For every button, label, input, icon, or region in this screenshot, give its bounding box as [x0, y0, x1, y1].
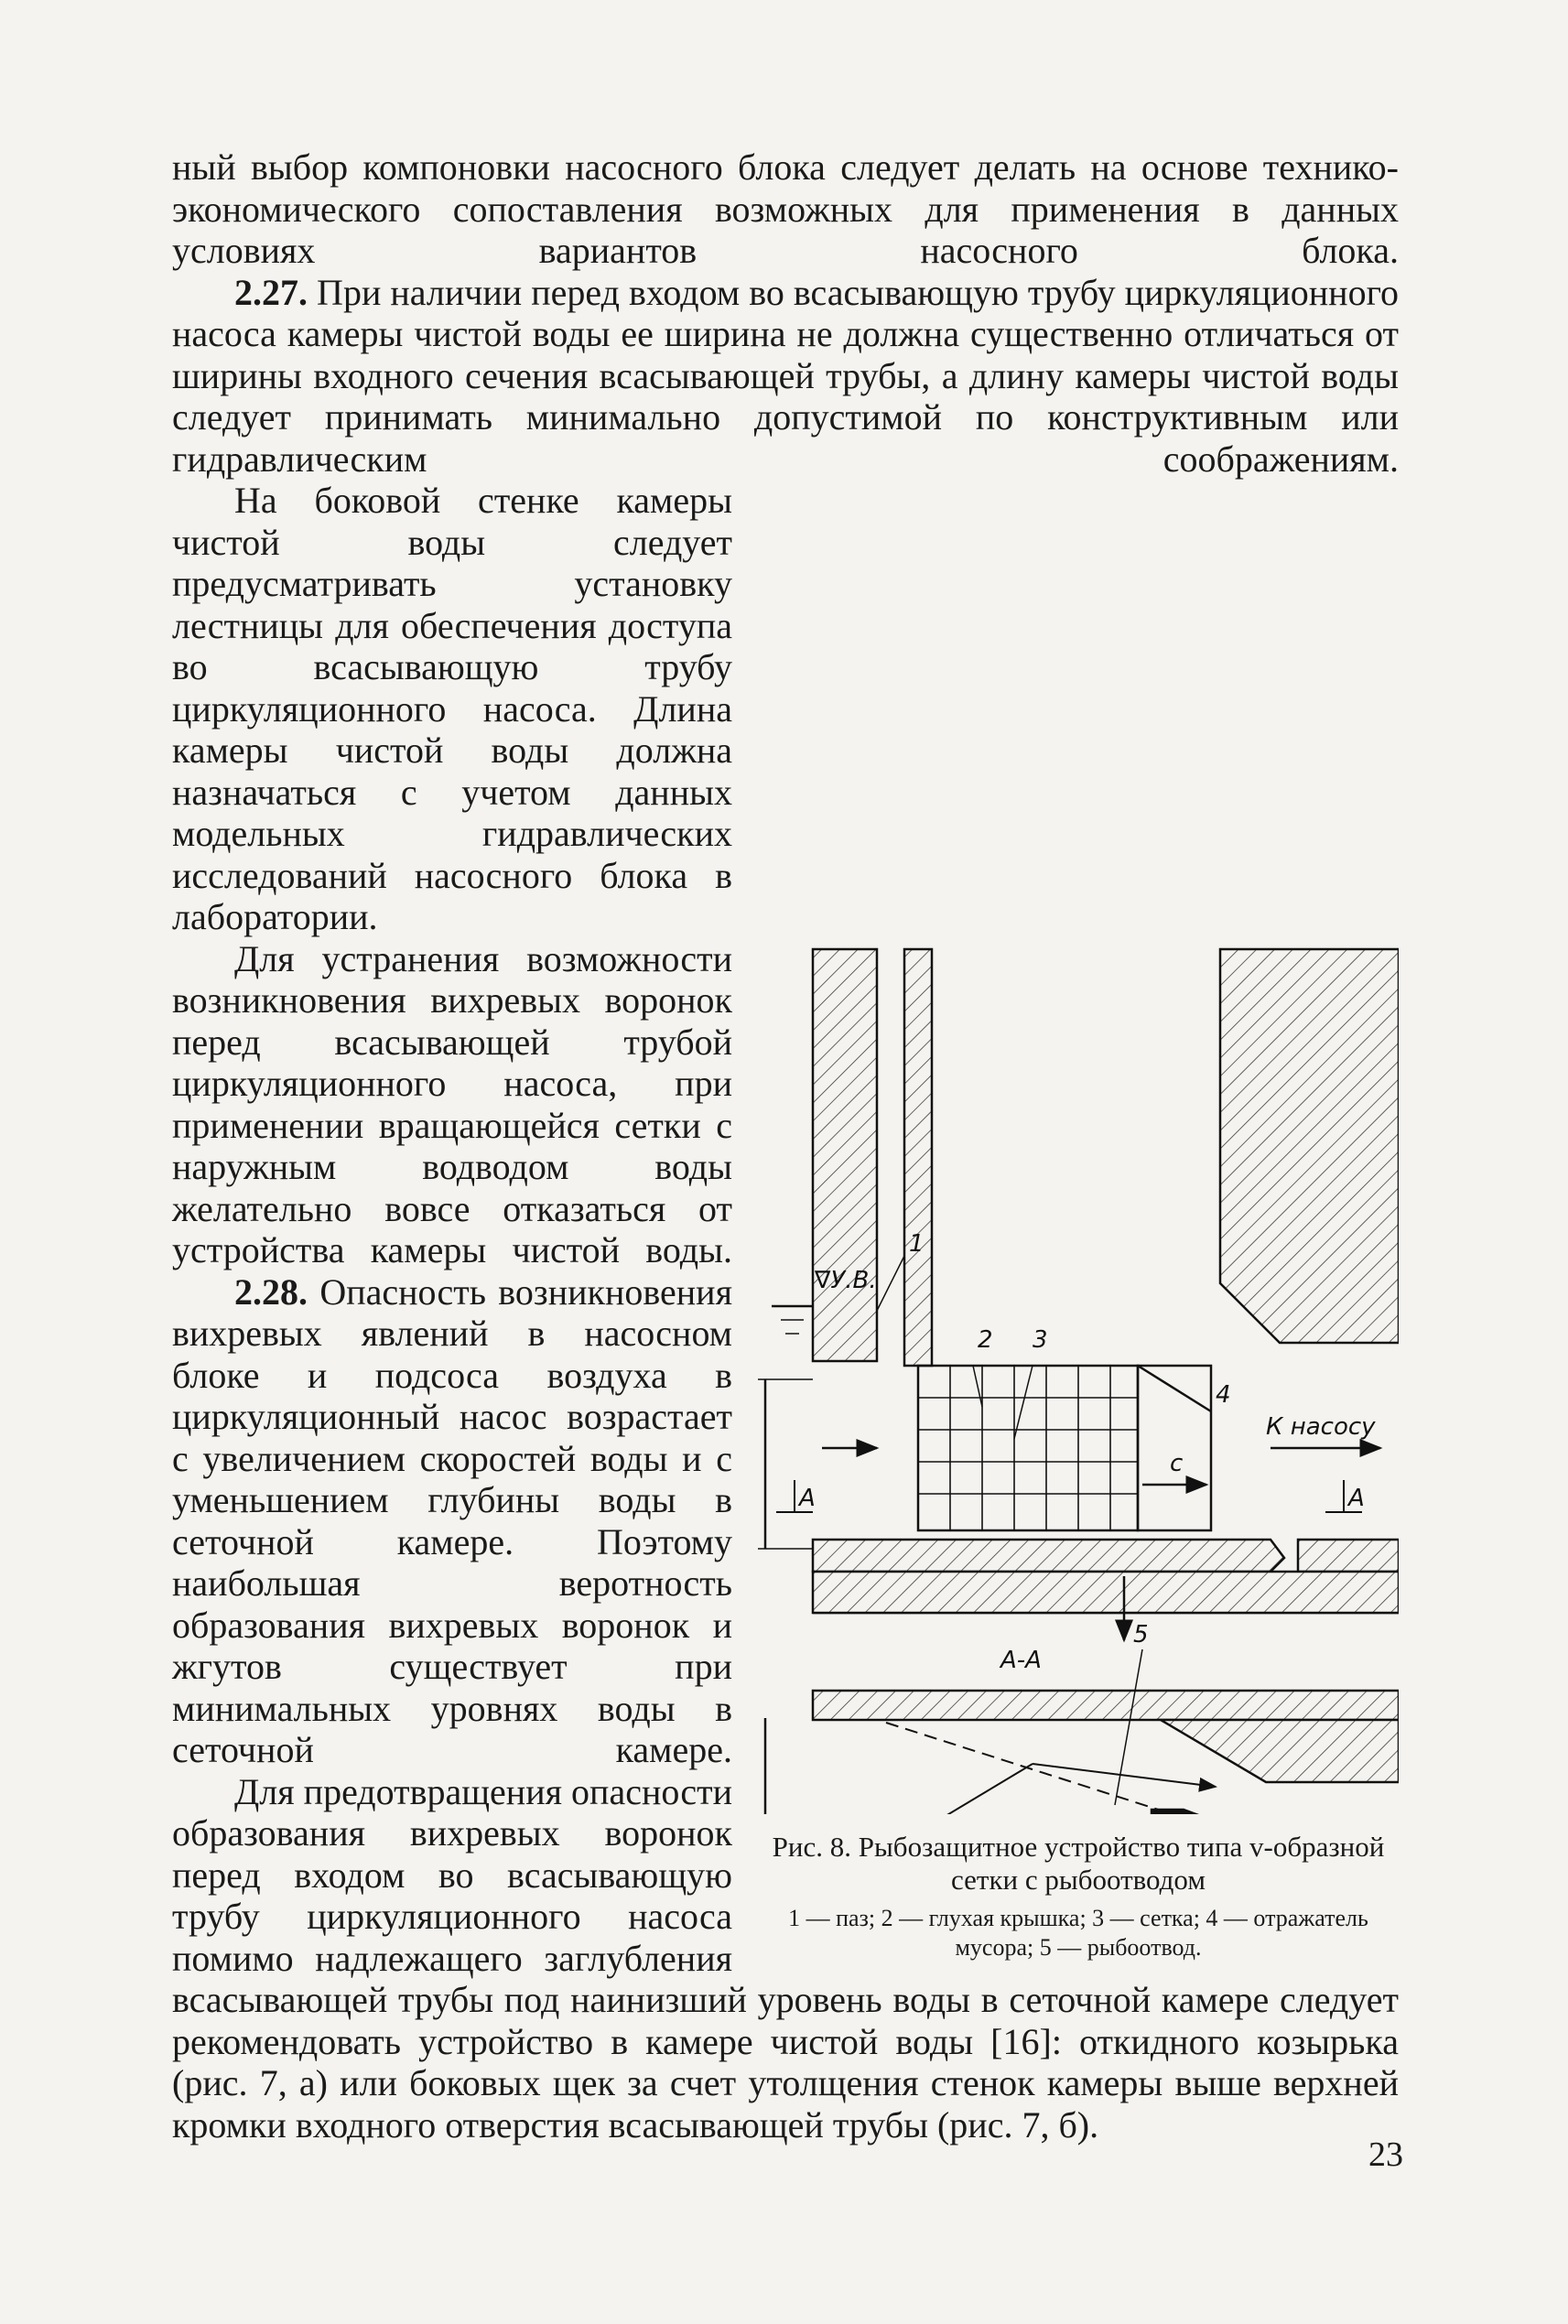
label-4: 4 [1216, 1381, 1231, 1409]
dim-a-label [758, 1789, 759, 1814]
paragraph-3: На боковой стенке камеры чистой воды следует предусматривать установку лестницы для обеспечения доступа во всасывающую трубу циркуляционного насоса. Длина камеры чистой воды должна назначаться с учетом данных модельных гидравлических исследований насосного блока в лаборатории. [172, 480, 732, 937]
to-pump-label: К насосу [1266, 1413, 1376, 1441]
water-level-label: ∇У.В. [815, 1267, 877, 1294]
plan-view [758, 949, 1399, 1640]
page-number: 23 [1368, 2135, 1403, 2174]
label-2: 2 [978, 1326, 993, 1354]
paragraph-2-27 [172, 272, 1399, 481]
label-1: 1 [909, 1230, 925, 1258]
figure-8 [758, 487, 1399, 1962]
clause-number: 2.27. [234, 271, 308, 313]
section-mark-left: А [799, 1485, 816, 1512]
dim-c-label: с [1170, 1450, 1184, 1477]
page-body [172, 146, 1399, 2146]
paragraph-4: Для устранения возможности возникновения вихревых воронок перед всасывающей трубой циркуляционного насоса, при применении вращающейся сетки с наружным водводом воды желательно вовсе отказаться от устройства камеры чистой воды. [172, 937, 732, 1270]
clause-text: При наличии перед входом во всасывающую трубу циркуляционного насоса камеры чистой воды ее ширина не должна существенно отличаться от ширины входного сечения всасывающей трубы, а длину камеры чистой воды следует принимать минимально допустимой по конструктивным или гидравлическим соображениям. [172, 271, 1399, 480]
paragraph-1: ный выбор компоновки насосного блока следует делать на основе технико-экономического сопоставления возможных для применения в данных условиях вариантов насосного блока. [172, 146, 1399, 271]
clause-number: 2.28. [234, 1270, 308, 1313]
clause-text: Опасность возникновения вихревых явлений в насосном блоке и подсоса воздуха в циркуляционный насос возрастает с увеличением скоростей воды и с уменьшением глубины воды в сеточной камере. Поэтому наибольшая веротность образования вихревых воронок и жгутов существует при минимальных уровнях воды в сеточной камере. [172, 1270, 732, 1770]
figure-legend: 1 — паз; 2 — глухая крышка; 3 — сетка; 4 — отражатель мусора; 5 — рыбоотвод. [788, 1905, 1368, 1961]
label-5: 5 [1133, 1621, 1149, 1648]
paragraph-6: Для предотвращения опасности образования вихревых воронок перед входом во всасывающую трубу циркуляционного насоса помимо надлежащего заглубления всасывающей трубы под наинизший уровень воды в сеточной камере следует рекомендовать устройство в камере чистой воды [16]: откидного козырька (рис. 7, а) или боковых щек за счет утолщения стенок камеры выше верхней кромки входного отверстия всасывающей трубы (рис. 7, б). [172, 1770, 1399, 2146]
section-view [765, 1649, 1399, 1814]
figure-caption: Рис. 8. Рыбозащитное устройство типа v-образной сетки с рыбоотводом [772, 1831, 1385, 1896]
fish-protection-diagram [758, 487, 1399, 1814]
section-title: А-А [1000, 1647, 1042, 1674]
section-mark-right: А [1348, 1485, 1365, 1512]
label-3: 3 [1033, 1326, 1048, 1354]
